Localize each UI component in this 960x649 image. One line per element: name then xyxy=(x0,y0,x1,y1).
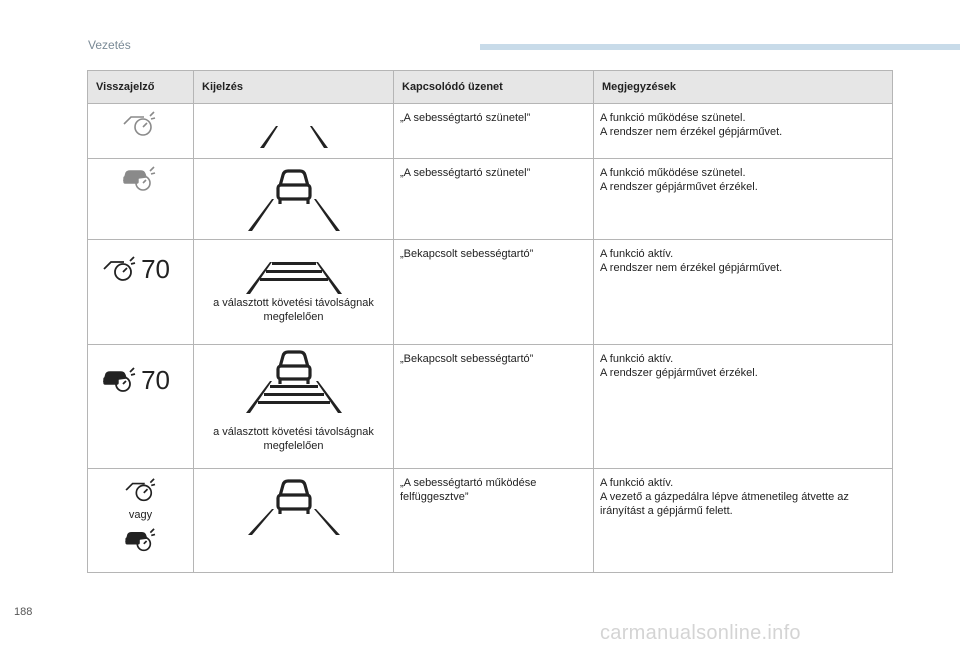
indicator-table xyxy=(87,70,893,573)
message-cell xyxy=(394,104,594,159)
display-caption xyxy=(194,296,393,324)
note-line: A rendszer nem érzékel gépjárművet. xyxy=(600,126,783,138)
indicator-cell xyxy=(88,345,194,469)
cruise-control-vehicle-icon xyxy=(123,527,159,555)
notes-cell xyxy=(594,159,893,240)
set-speed-value: 70 xyxy=(141,365,170,395)
set-speed-value: 70 xyxy=(141,254,170,284)
cruise-control-outline-icon xyxy=(122,110,158,140)
notes-cell xyxy=(594,345,893,469)
column-header-display: Kijelzés xyxy=(194,71,394,104)
watermark: carmanualsonline.info xyxy=(600,622,801,644)
lane-lines-icon xyxy=(194,104,394,154)
indicator-cell xyxy=(88,469,194,573)
page-number: 188 xyxy=(14,606,33,618)
message-cell xyxy=(394,240,594,345)
note-line: A rendszer gépjárművet érzékel. xyxy=(600,181,758,193)
note-line: A funkció aktív. xyxy=(600,353,674,365)
column-header-notes: Megjegyzések xyxy=(594,71,893,104)
indicator-cell xyxy=(88,240,194,345)
indicator-cell xyxy=(88,104,194,159)
cruise-control-outline-icon xyxy=(102,255,138,285)
column-header-indicator: Visszajelző xyxy=(88,71,194,104)
or-label: vagy xyxy=(128,509,153,521)
message-line: „A sebességtartó működése xyxy=(400,477,537,489)
indicator-cell xyxy=(88,159,194,240)
table-row xyxy=(88,345,893,469)
column-header-message: Kapcsolódó üzenet xyxy=(394,71,594,104)
table-row xyxy=(88,469,893,573)
cruise-control-outline-icon xyxy=(123,477,159,505)
message-cell xyxy=(394,159,594,240)
note-line: A funkció működése szünetel. xyxy=(600,112,746,124)
message-cell xyxy=(394,345,594,469)
message-line: felfüggesztve” xyxy=(400,491,469,503)
display-cell xyxy=(194,240,394,345)
notes-cell xyxy=(594,104,893,159)
table-row xyxy=(88,240,893,345)
display-cell xyxy=(194,469,394,573)
cruise-control-vehicle-icon xyxy=(102,366,138,396)
message-line: „Bekapcsolt sebességtartó” xyxy=(400,353,534,365)
notes-cell xyxy=(594,240,893,345)
section-title: Vezetés xyxy=(88,38,131,52)
note-line: irányítást a gépjármű felett. xyxy=(600,505,733,517)
vehicle-in-lane-icon xyxy=(194,159,394,235)
note-line: A funkció aktív. xyxy=(600,248,674,260)
table-row xyxy=(88,159,893,240)
caption-line: megfelelően xyxy=(263,311,324,323)
message-cell xyxy=(394,469,594,573)
message-line: „Bekapcsolt sebességtartó” xyxy=(400,248,534,260)
section-bar xyxy=(480,44,960,50)
note-line: A funkció működése szünetel. xyxy=(600,167,746,179)
display-cell xyxy=(194,104,394,159)
table-header-row xyxy=(88,71,893,104)
notes-cell xyxy=(594,469,893,573)
message-line: „A sebességtartó szünetel” xyxy=(400,112,531,124)
note-line: A vezető a gázpedálra lépve átmenetileg átvette az xyxy=(600,491,849,503)
caption-line: a választott követési távolságnak xyxy=(213,297,374,309)
table-row xyxy=(88,104,893,159)
message-line: „A sebességtartó szünetel” xyxy=(400,167,531,179)
note-line: A rendszer gépjárművet érzékel. xyxy=(600,367,758,379)
cruise-control-vehicle-grey-icon xyxy=(122,165,158,195)
note-line: A rendszer nem érzékel gépjárművet. xyxy=(600,262,783,274)
vehicle-distance-bars-icon xyxy=(194,345,394,415)
caption-line: a választott követési távolságnak xyxy=(213,426,374,438)
display-cell xyxy=(194,345,394,469)
distance-bars-icon xyxy=(194,240,394,296)
note-line: A funkció aktív. xyxy=(600,477,674,489)
caption-line: megfelelően xyxy=(263,440,324,452)
vehicle-in-lane-icon xyxy=(194,469,394,539)
display-caption xyxy=(194,425,393,453)
display-cell xyxy=(194,159,394,240)
